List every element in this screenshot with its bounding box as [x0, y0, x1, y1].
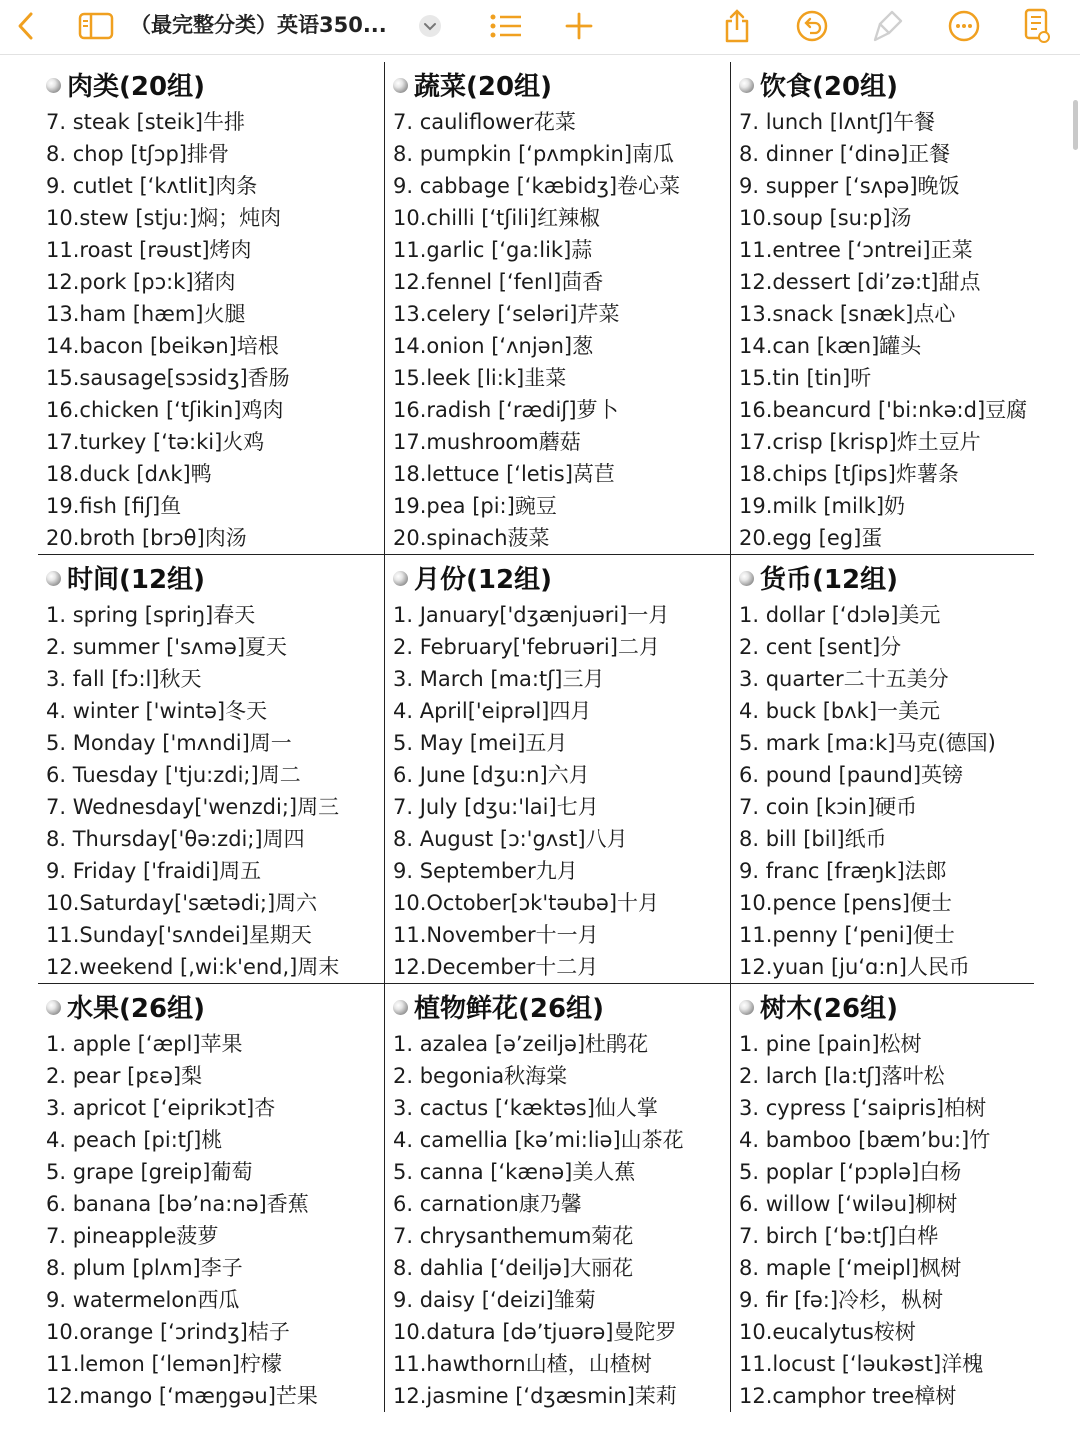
- more-icon[interactable]: [946, 6, 982, 46]
- vocab-item: 2. cent [sent]分: [739, 635, 902, 659]
- vocab-item: 6. June [dʒu:n]六月: [393, 763, 590, 787]
- vocab-item: 11.hawthorn山楂，山楂树: [393, 1352, 652, 1376]
- vocab-item: 3. apricot [ʻeiprikɔt]杏: [46, 1096, 276, 1120]
- vocab-item: 1. apple [ʻæpl]苹果: [46, 1032, 243, 1056]
- vocab-item: 12.pork [pɔ:k]猪肉: [46, 270, 236, 294]
- vocab-item: 18.lettuce [ʻletis]莴苣: [393, 462, 615, 486]
- vocab-item: 8. chop [tʃɔp]排骨: [46, 142, 229, 166]
- section-cell: [384, 555, 730, 983]
- vocab-item: 10.pence [pens]便士: [739, 891, 952, 915]
- section-title: 植物鲜花(26组): [414, 993, 604, 1024]
- bullet-icon: [46, 1000, 61, 1015]
- vocab-item: 11.garlic [ʻga:lik]蒜: [393, 238, 593, 262]
- vocab-item: 15.tin [tin]听: [739, 366, 872, 390]
- vocab-item: 10.eucalytus桉树: [739, 1320, 916, 1344]
- vocab-item: 8. Thursday['θə:zdi;]周四: [46, 827, 305, 851]
- vocab-item: 12.mango [ʻmæŋgəu]芒果: [46, 1384, 318, 1408]
- vocab-item: 7. cauliflower花菜: [393, 110, 576, 134]
- vocab-item: 8. August [ɔ:'gʌst]八月: [393, 827, 628, 851]
- section-title: 树木(26组): [760, 993, 898, 1024]
- vocab-item: 17.turkey [ʻtə:ki]火鸡: [46, 430, 265, 454]
- vocab-item: 11.locust [ʻləukəst]洋槐: [739, 1352, 984, 1376]
- section-cell: [38, 555, 384, 983]
- vocab-item: 3. cactus [ʻkæktəs]仙人掌: [393, 1096, 658, 1120]
- share-icon[interactable]: [720, 6, 754, 46]
- vocab-item: 5. Monday ['mʌndi]周一: [46, 731, 292, 755]
- vocab-item: 5. mark [ma:k]马克(德国): [739, 731, 996, 755]
- sidebar-icon[interactable]: [76, 6, 116, 46]
- vocab-item: 14.bacon [beikən]培根: [46, 334, 279, 358]
- vocab-item: 6. Tuesday ['tju:zdi;]周二: [46, 763, 301, 787]
- vocab-item: 20.egg [eg]蛋: [739, 526, 883, 550]
- vocab-item: 1. pine [pain]松树: [739, 1032, 922, 1056]
- bullet-icon: [46, 571, 61, 586]
- vocab-item: 6. pound [paund]英镑: [739, 763, 964, 787]
- document-title[interactable]: （最完整分类）英语350...: [130, 13, 387, 37]
- vocab-item: 11.penny [ʻpeni]便士: [739, 923, 955, 947]
- vocab-item: 4. buck [bʌk]一美元: [739, 699, 941, 723]
- section-cell: [384, 984, 730, 1412]
- vocab-item: 10.datura [dəʼtjuərə]曼陀罗: [393, 1320, 677, 1344]
- table-row: [38, 984, 1034, 1412]
- vocab-item: 19.milk [milk]奶: [739, 494, 906, 518]
- vocab-item: 4. April['eiprəl]四月: [393, 699, 592, 723]
- vocab-item: 3. March [ma:tʃ]三月: [393, 667, 605, 691]
- vocab-item: 10.chilli [ʻtʃili]红辣椒: [393, 206, 601, 230]
- section-title: 肉类(20组): [67, 71, 205, 102]
- vocab-item: 9. cabbage [ʻkæbidʒ]卷心菜: [393, 174, 681, 198]
- vocab-item: 17.crisp [krisp]炸土豆片: [739, 430, 981, 454]
- vocab-item: 10.October[ɔk'təubə]十月: [393, 891, 660, 915]
- section-heading: [393, 62, 730, 106]
- vocab-item: 20.broth [brɔθ]肉汤: [46, 526, 247, 550]
- vocab-item: 7. birch [ʻbə:tʃ]白桦: [739, 1224, 939, 1248]
- bullet-icon: [393, 571, 408, 586]
- chevron-down-icon[interactable]: [416, 6, 444, 46]
- section-heading: [739, 984, 1034, 1028]
- vocab-item: 11.entree [ʻɔntrei]正菜: [739, 238, 973, 262]
- vocab-item: 9. supper [ʻsʌpə]晚饭: [739, 174, 960, 198]
- vocab-item: 12.December十二月: [393, 955, 599, 979]
- vocab-item: 5. May [mei]五月: [393, 731, 568, 755]
- vocabulary-table: [38, 62, 1034, 1412]
- vocab-item: 16.beancurd ['bi:nkə:d]豆腐: [739, 398, 1028, 422]
- vocab-item: 2. pear [pɛə]梨: [46, 1064, 203, 1088]
- vocab-item: 1. spring [spriŋ]春天: [46, 603, 256, 627]
- vocab-item: 8. pumpkin [ʻpʌmpkin]南瓜: [393, 142, 675, 166]
- vocab-item: 4. bamboo [bæmʼbu:]竹: [739, 1128, 991, 1152]
- vocab-item: 16.radish [ʻrædiʃ]萝卜: [393, 398, 619, 422]
- vocab-item: 9. fir [fə:]冷杉，枞树: [739, 1288, 944, 1312]
- section-heading: [739, 555, 1034, 599]
- vocab-item: 17.mushroom蘑菇: [393, 430, 581, 454]
- vocab-item: 20.spinach菠菜: [393, 526, 550, 550]
- vocab-item: 10.Saturday['sætədi;]周六: [46, 891, 318, 915]
- vocab-item: 5. canna [ʻkænə]美人蕉: [393, 1160, 636, 1184]
- vocab-item: 11.Sunday['sʌndei]星期天: [46, 923, 312, 947]
- vocab-item: 12.camphor tree樟树: [739, 1384, 957, 1408]
- vocab-item: 3. fall [fɔ:l]秋天: [46, 667, 202, 691]
- vocab-item: 4. camellia [kəʼmi:liə]山茶花: [393, 1128, 684, 1152]
- table-row: [38, 555, 1034, 984]
- section-title: 货币(12组): [760, 564, 898, 595]
- notes-icon[interactable]: [1020, 6, 1054, 46]
- section-title: 蔬菜(20组): [414, 71, 552, 102]
- scrollbar[interactable]: [1073, 100, 1078, 150]
- vocab-item: 10.stew [stju:]焖；炖肉: [46, 206, 282, 230]
- vocab-item: 8. plum [plʌm]李子: [46, 1256, 243, 1280]
- vocab-item: 7. pineapple菠萝: [46, 1224, 219, 1248]
- vocab-item: 11.November十一月: [393, 923, 599, 947]
- section-title: 饮食(20组): [760, 71, 898, 102]
- vocab-item: 18.duck [dʌk]鸭: [46, 462, 212, 486]
- bullet-icon: [739, 78, 754, 93]
- vocab-item: 13.celery [ʻseləri]芹菜: [393, 302, 620, 326]
- brush-icon[interactable]: [870, 6, 906, 46]
- section-title: 月份(12组): [414, 564, 552, 595]
- section-cell: [730, 555, 1034, 983]
- vocab-item: 8. dahlia [ʻdeiljə]大丽花: [393, 1256, 634, 1280]
- vocab-item: 10.orange [ʻɔrindʒ]桔子: [46, 1320, 290, 1344]
- plus-icon[interactable]: [562, 6, 596, 46]
- vocab-item: 8. dinner [ʻdinə]正餐: [739, 142, 951, 166]
- vocab-item: 9. cutlet [ʻkʌtlit]肉条: [46, 174, 258, 198]
- vocab-item: 10.soup [su:p]汤: [739, 206, 912, 230]
- section-heading: [393, 555, 730, 599]
- vocab-item: 1. January['dʒænjuəri]一月: [393, 603, 670, 627]
- vocab-item: 4. peach [pi:tʃ]桃: [46, 1128, 223, 1152]
- vocab-item: 7. chrysanthemum菊花: [393, 1224, 634, 1248]
- section-heading: [739, 62, 1034, 106]
- vocab-item: 16.chicken [ʻtʃikin]鸡肉: [46, 398, 284, 422]
- vocab-item: 11.lemon [ʻlemən]柠檬: [46, 1352, 282, 1376]
- vocab-item: 7. coin [kɔin]硬币: [739, 795, 918, 819]
- section-cell: [38, 984, 384, 1412]
- vocab-item: 9. daisy [ʻdeizi]雏菊: [393, 1288, 596, 1312]
- vocab-item: 14.can [kæn]罐头: [739, 334, 922, 358]
- vocab-item: 12.yuan [juʻɑ:n]人民币: [739, 955, 970, 979]
- section-heading: [46, 62, 384, 106]
- vocab-item: 6. carnation康乃馨: [393, 1192, 582, 1216]
- vocab-item: 6. banana [bəʼna:nə]香蕉: [46, 1192, 309, 1216]
- section-cell: [730, 62, 1034, 554]
- vocab-item: 18.chips [tʃips]炸薯条: [739, 462, 959, 486]
- bullet-icon: [393, 78, 408, 93]
- section-cell: [384, 62, 730, 554]
- toolbar: [0, 0, 1080, 55]
- vocab-item: 7. steak [steik]牛排: [46, 110, 245, 134]
- section-cell: [38, 62, 384, 554]
- vocab-item: 3. quarter二十五美分: [739, 667, 949, 691]
- bullet-icon: [739, 571, 754, 586]
- vocab-item: 13.snack [snæk]点心: [739, 302, 956, 326]
- vocab-item: 6. willow [ʻwiləu]柳树: [739, 1192, 958, 1216]
- vocab-item: 12.dessert [diʼzə:t]甜点: [739, 270, 981, 294]
- undo-icon[interactable]: [794, 6, 830, 46]
- back-icon[interactable]: [10, 6, 40, 46]
- section-cell: [730, 984, 1034, 1412]
- vocab-item: 9. September九月: [393, 859, 578, 883]
- vocab-item: 12.fennel [ʻfenl]茴香: [393, 270, 604, 294]
- section-title: 水果(26组): [67, 993, 205, 1024]
- vocab-item: 9. watermelon西瓜: [46, 1288, 240, 1312]
- vocab-item: 9. franc [fræŋk]法郎: [739, 859, 947, 883]
- bullet-icon: [46, 78, 61, 93]
- bullet-icon: [393, 1000, 408, 1015]
- vocab-item: 7. lunch [lʌntʃ]午餐: [739, 110, 935, 134]
- vocab-item: 14.onion [ʻʌnjən]葱: [393, 334, 594, 358]
- bullet-icon: [739, 1000, 754, 1015]
- vocab-item: 4. winter ['wintə]冬天: [46, 699, 268, 723]
- vocab-item: 5. grape [greip]葡萄: [46, 1160, 253, 1184]
- vocab-item: 8. maple [ʻmeipl]枫树: [739, 1256, 962, 1280]
- vocab-item: 12.weekend [,wi:k'end,]周末: [46, 955, 340, 979]
- vocab-item: 7. July [dʒu:'lai]七月: [393, 795, 599, 819]
- vocab-item: 19.pea [pi:]豌豆: [393, 494, 557, 518]
- vocab-item: 7. Wednesday['wenzdi;]周三: [46, 795, 340, 819]
- vocab-item: 1. azalea [əʼzeiljə]杜鹃花: [393, 1032, 649, 1056]
- vocab-item: 2. larch [la:tʃ]落叶松: [739, 1064, 945, 1088]
- vocab-item: 1. dollar [ʻdɔlə]美元: [739, 603, 941, 627]
- vocab-item: 8. bill [bil]纸币: [739, 827, 887, 851]
- section-heading: [393, 984, 730, 1028]
- vocab-item: 19.fish [fiʃ]鱼: [46, 494, 182, 518]
- list-icon[interactable]: [486, 6, 526, 46]
- section-heading: [46, 984, 384, 1028]
- table-row: [38, 62, 1034, 555]
- vocab-item: 5. poplar [ʻpɔplə]白杨: [739, 1160, 962, 1184]
- vocab-item: 2. February['februəri]二月: [393, 635, 660, 659]
- section-title: 时间(12组): [67, 564, 205, 595]
- vocab-item: 15.leek [li:k]韭菜: [393, 366, 567, 390]
- vocab-item: 13.ham [hæm]火腿: [46, 302, 246, 326]
- vocab-item: 11.roast [rəust]烤肉: [46, 238, 252, 262]
- vocab-item: 3. cypress [ʻsaipris]柏树: [739, 1096, 987, 1120]
- vocab-item: 12.jasmine [ʻdʒæsmin]茉莉: [393, 1384, 677, 1408]
- vocab-item: 15.sausage[sɔsidʒ]香肠: [46, 366, 290, 390]
- vocab-item: 2. begonia秋海棠: [393, 1064, 568, 1088]
- vocab-item: 2. summer ['sʌmə]夏天: [46, 635, 288, 659]
- vocab-item: 9. Friday ['fraidi]周五: [46, 859, 262, 883]
- section-heading: [46, 555, 384, 599]
